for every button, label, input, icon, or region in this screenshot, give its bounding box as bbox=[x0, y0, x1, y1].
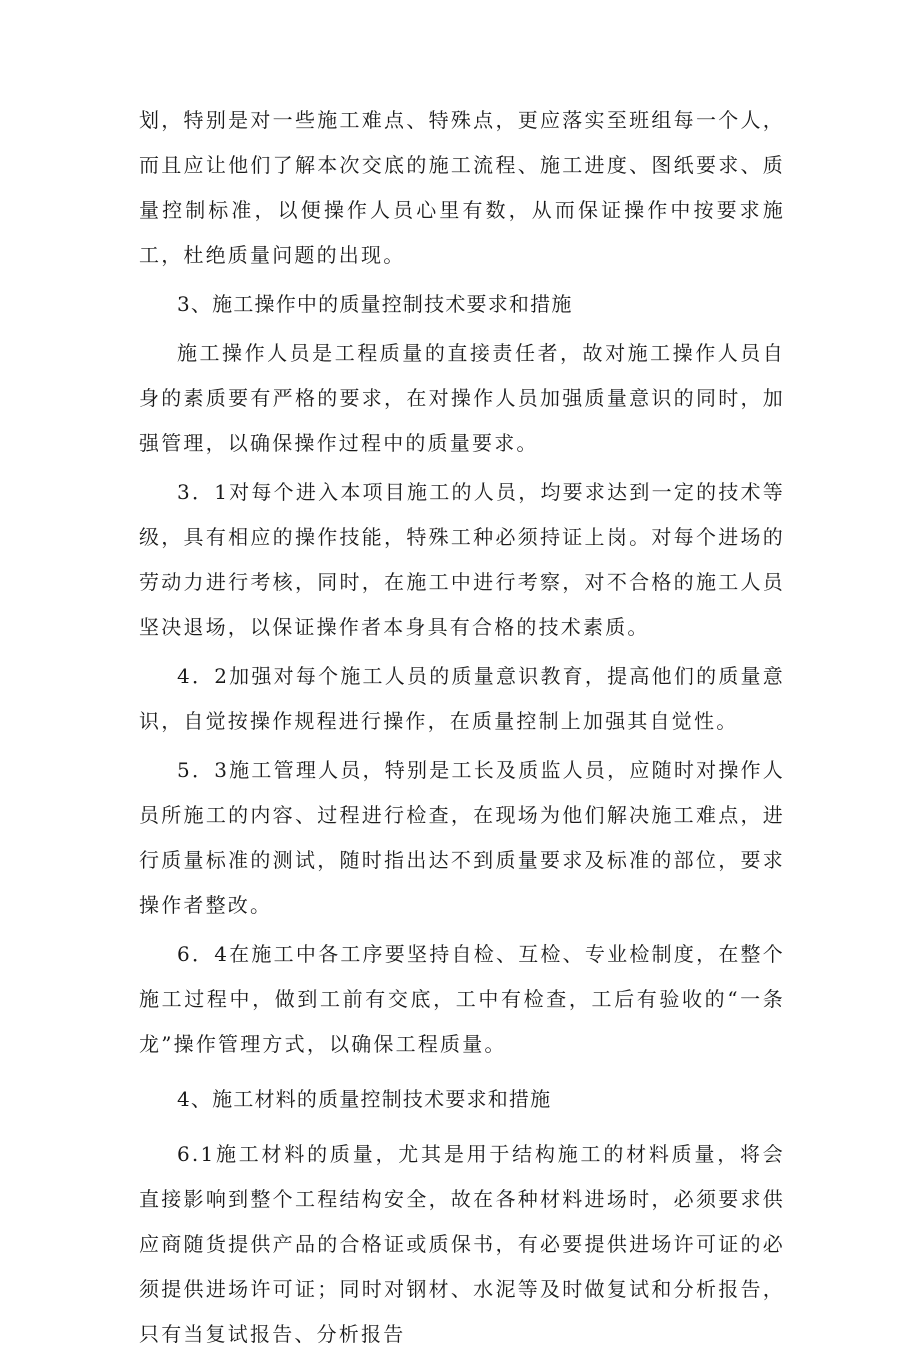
paragraph-4-2: 4．2加强对每个施工人员的质量意识教育，提高他们的质量意识，自觉按操作规程进行操作，在质量控制上加强其自觉性。 bbox=[139, 664, 785, 733]
paragraph-5-3: 5．3施工管理人员，特别是工长及质监人员，应随时对操作人员所施工的内容、过程进行检查，在现场为他们解决施工难点，进行质量标准的测试，随时指出达不到质量要求及标准的部位，要求操作者整改。 bbox=[139, 758, 785, 917]
section-heading-3: 3、施工操作中的质量控制技术要求和措施 bbox=[177, 292, 573, 316]
paragraph-6-4: 6．4在施工中各工序要坚持自检、互检、专业检制度，在整个施工过程中，做到工前有交底，工中有检查，工后有验收的“一条龙”操作管理方式，以确保工程质量。 bbox=[139, 942, 785, 1056]
paragraph-continuation: 划，特别是对一些施工难点、特殊点，更应落实至班组每一个人，而且应让他们了解本次交底的施工流程、施工进度、图纸要求、质量控制标准，以便操作人员心里有数，从而保证操作中按要求施工，杜绝质量问题的出现。 bbox=[139, 108, 785, 267]
paragraph-operators-quality: 施工操作人员是工程质量的直接责任者，故对施工操作人员自身的素质要有严格的要求，在对操作人员加强质量意识的同时，加强管理，以确保操作过程中的质量要求。 bbox=[139, 341, 785, 455]
document-page bbox=[139, 98, 785, 1357]
section-heading-4: 4、施工材料的质量控制技术要求和措施 bbox=[177, 1087, 552, 1111]
paragraph-3-1: 3．1对每个进入本项目施工的人员，均要求达到一定的技术等级，具有相应的操作技能，特殊工种必须持证上岗。对每个进场的劳动力进行考核，同时，在施工中进行考察，对不合格的施工人员坚决退场，以保证操作者本身具有合格的技术素质。 bbox=[139, 480, 785, 639]
paragraph-6-1: 6.1施工材料的质量，尤其是用于结构施工的材料质量，将会直接影响到整个工程结构安全，故在各种材料进场时，必须要求供应商随货提供产品的合格证或质保书，有必要提供进场许可证的必须提供进场许可证；同时对钢材、水泥等及时做复试和分析报告，只有当复试报告、分析报告 bbox=[139, 1142, 785, 1346]
